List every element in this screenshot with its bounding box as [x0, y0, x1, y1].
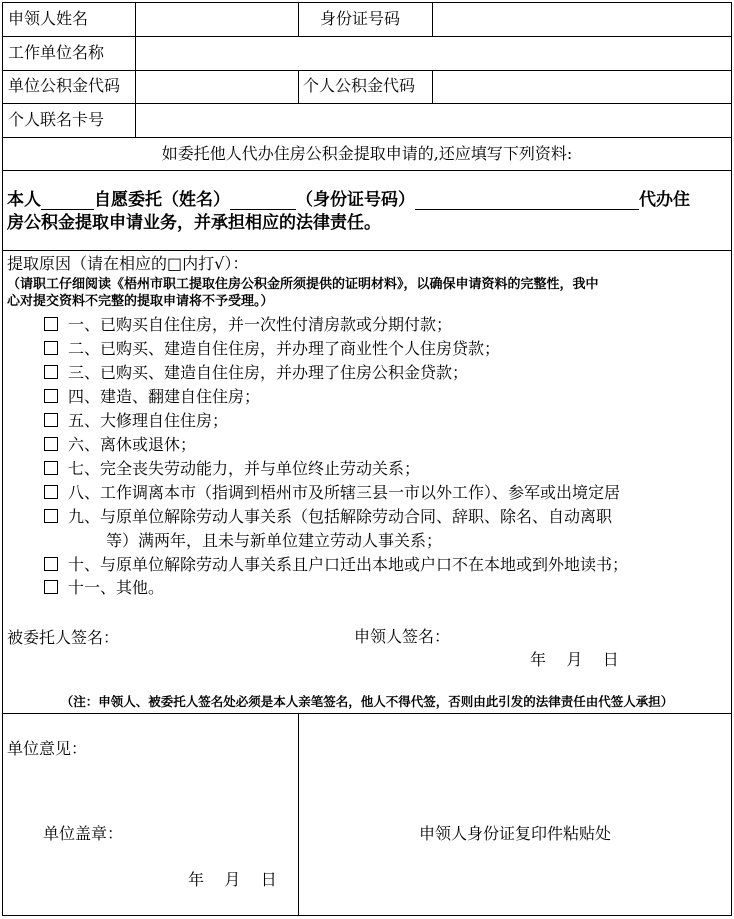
- delegation-seg4: 代办住: [639, 190, 690, 210]
- trustee-signature-label: 被委托人签名：: [7, 628, 120, 647]
- id-copy-area-label: 申领人身份证复印件粘贴处: [418, 824, 611, 843]
- checkbox-8[interactable]: [44, 485, 58, 499]
- delegation-seg2: 自愿委托（姓名）: [94, 190, 230, 210]
- reason-option-3[interactable]: 三、已购买、建造自住住房，并办理了住房公积金贷款；: [44, 363, 468, 383]
- unit-fund-code-label: 单位公积金代码: [8, 76, 121, 95]
- id-copy-paste-area[interactable]: [300, 715, 730, 915]
- checkbox-2[interactable]: [44, 341, 58, 355]
- rule-col-mid-1: [298, 2, 299, 36]
- signature-date: 年 月 日: [530, 650, 619, 669]
- reason-option-11[interactable]: 十一、其他。: [44, 578, 164, 598]
- reasons-title: 提取原因（请在相应的□内打√）：: [7, 254, 249, 273]
- checkbox-5[interactable]: [44, 413, 58, 427]
- applicant-signature-field[interactable]: [452, 622, 712, 652]
- applicant-name-label: 申领人姓名: [8, 9, 89, 28]
- reason-option-8[interactable]: 八、工作调离本市（指调到梧州市及所辖三县一市以外工作）、参军或出境定居: [44, 483, 620, 503]
- personal-fund-code-label: 个人公积金代码: [303, 76, 416, 95]
- checkbox-10[interactable]: [44, 557, 58, 571]
- reason-option-5[interactable]: 五、大修理自住住房；: [44, 411, 228, 431]
- employer-name-label: 工作单位名称: [8, 43, 105, 62]
- rule-row6: [2, 250, 732, 251]
- reason-option-1[interactable]: 一、已购买自住住房，并一次性付清房款或分期付款；: [44, 315, 452, 335]
- applicant-name-field[interactable]: [136, 3, 298, 36]
- delegator-name-blank[interactable]: [41, 191, 94, 210]
- delegation-seg1: 本人: [7, 190, 41, 210]
- reasons-note-line2: 心对提交资料不完整的提取申请将不予受理。）: [7, 294, 274, 309]
- reason-option-6[interactable]: 六、离休或退休；: [44, 435, 196, 455]
- trustee-signature-field[interactable]: [125, 622, 325, 652]
- delegation-line2: 房公积金提取申请业务，并承担相应的法律责任。: [7, 213, 381, 233]
- signature-note: （注：申领人、被委托人签名处必须是本人亲笔签名，他人不得代签，否则由此引发的法律责任由代签人承担）: [60, 694, 674, 709]
- rule-row5: [2, 170, 732, 171]
- reason-option-9[interactable]: 九、与原单位解除劳动人事关系（包括解除劳动合同、辞职、除名、自动离职: [44, 507, 612, 527]
- rule-row4: [2, 137, 732, 138]
- checkbox-1[interactable]: [44, 317, 58, 331]
- checkbox-9[interactable]: [44, 509, 58, 523]
- unit-fund-code-field[interactable]: [136, 71, 298, 103]
- personal-fund-code-field[interactable]: [433, 71, 731, 103]
- rule-col-mid-3: [298, 70, 299, 103]
- unit-stamp-label: 单位盖章：: [43, 824, 124, 843]
- delegation-notice: 如委托他人代办住房公积金提取申请的,还应填写下列资料:: [161, 144, 573, 163]
- reason-option-10[interactable]: 十、与原单位解除劳动人事关系且户口迁出本地或户口不在本地或到外地读书；: [44, 555, 628, 575]
- trustee-id-blank[interactable]: [415, 191, 639, 210]
- reason-option-9-cont: 等）满两年，且未与新单位建立劳动人事关系；: [106, 531, 443, 550]
- checkbox-7[interactable]: [44, 461, 58, 475]
- unit-opinion-label: 单位意见：: [7, 739, 88, 758]
- applicant-signature-label: 申领人签名：: [354, 627, 451, 646]
- unit-date: 年 月 日: [188, 870, 277, 889]
- rule-row7: [2, 713, 732, 714]
- reason-option-7[interactable]: 七、完全丧失劳动能力，并与单位终止劳动关系；: [44, 459, 420, 479]
- trustee-name-blank[interactable]: [230, 191, 296, 210]
- reason-option-2[interactable]: 二、已购买、建造自住住房，并办理了商业性个人住房贷款；: [44, 339, 500, 359]
- rule-col-bottom: [298, 713, 299, 916]
- checkbox-4[interactable]: [44, 389, 58, 403]
- delegation-seg3: （身份证号码）: [296, 190, 415, 210]
- delegation-line1: [7, 190, 690, 210]
- id-number-field[interactable]: [433, 3, 731, 36]
- reasons-note-line1: （请职工仔细阅读《梧州市职工提取住房公积金所须提供的证明材料》，以确保申请资料的完整性，我中: [7, 277, 599, 292]
- checkbox-11[interactable]: [44, 580, 58, 594]
- id-number-label: 身份证号码: [320, 9, 401, 28]
- checkbox-6[interactable]: [44, 437, 58, 451]
- joint-card-field[interactable]: [136, 104, 731, 137]
- checkbox-3[interactable]: [44, 365, 58, 379]
- employer-name-field[interactable]: [136, 37, 731, 70]
- reason-option-4[interactable]: 四、建造、翻建自住住房；: [44, 387, 260, 407]
- joint-card-label: 个人联名卡号: [8, 110, 105, 129]
